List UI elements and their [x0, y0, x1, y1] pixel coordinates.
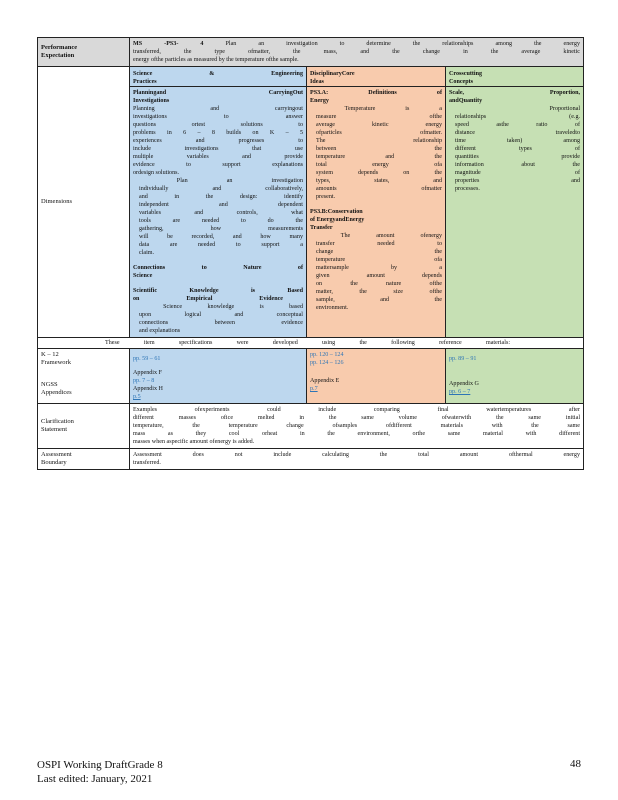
text-line: claim.	[139, 250, 155, 256]
text-line: Temperature is a	[310, 106, 442, 112]
text-line: Proportional	[449, 106, 480, 112]
text-line: tools are needed to do the	[139, 218, 303, 224]
text-line: magnitude of	[455, 170, 581, 176]
text-line: matter, the size ofthe	[316, 289, 442, 295]
text-line: and explanations	[139, 328, 181, 334]
assessment-label: Assessment Boundary	[38, 449, 130, 470]
text-line: present.	[316, 194, 336, 200]
text-line: amounts ofmatter	[316, 186, 442, 192]
text-line: mass as they cool orheat in the environment, orthe same material with different	[133, 431, 581, 437]
reference-materials-row	[38, 338, 584, 349]
performance-expectation-label: Performance Expectation	[38, 38, 130, 67]
text-line: independent and dependent	[139, 202, 303, 208]
dci-references: pp. 120 – 124 pp. 124 – 126 Appendix E p.7	[307, 349, 446, 404]
text-line: information about the	[455, 162, 581, 168]
cc-references: pp. 89 – 91 Appendix G pp. 6 – 7	[446, 349, 584, 404]
text-line: temperature, the temperature change ofsamples ofdifferent materials with the same	[133, 423, 581, 429]
dci-framework-pages-link-1[interactable]: pp. 120 – 124	[310, 352, 344, 358]
sep-heading: Science & Engineering	[133, 71, 303, 77]
text-line: ofparticles ofmatter.	[316, 130, 442, 136]
text-line: quantities provide	[455, 154, 581, 160]
text-line: temperature ofa	[316, 257, 442, 263]
sep-text	[133, 105, 303, 177]
dci-appendix-e-page-link[interactable]: p.7	[310, 386, 318, 392]
dci-heading: DisciplinaryCore	[310, 71, 355, 77]
text-line: investigations to answer	[133, 114, 303, 120]
clarification-label: Clarification Statement	[38, 404, 130, 449]
footer	[37, 758, 163, 786]
text-line: measure ofthe	[316, 114, 442, 120]
ps3a-heading: PS3.A: Definitions of	[310, 90, 442, 96]
footer-draft-label: OSPI Working DraftGrade 8	[37, 759, 163, 771]
text-line: multiple variables and provide	[133, 154, 303, 160]
ps3b-heading: PS3.B:Conservation	[310, 209, 363, 215]
text-line: Planning and carryingout	[133, 106, 303, 112]
ps3b-text	[310, 232, 442, 312]
scientific-knowledge-text	[133, 303, 303, 335]
clarification-statement-text	[130, 404, 584, 449]
dci-framework-pages-link-2[interactable]: pp. 124 – 126	[310, 360, 344, 366]
performance-expectation-row	[38, 38, 584, 67]
text-line: given amount depends	[316, 273, 442, 279]
sep-subheading: Planningand CarryingOut	[133, 90, 303, 96]
sep-bullet-text	[133, 177, 303, 257]
text-line: individually and collaboratively,	[139, 186, 303, 192]
text-line: include investigations that use	[133, 146, 303, 152]
text-line: Examples ofexperiments could include comparing final watertemperatures after	[133, 407, 581, 413]
text-line: The amount ofenergy	[310, 233, 442, 239]
text-line: and in the design: identify	[139, 194, 303, 200]
text-line: processes.	[455, 186, 480, 192]
text-line: variables and controls, what	[139, 210, 303, 216]
cc-heading: Crosscutting	[449, 71, 483, 77]
text-line: different types of	[455, 146, 581, 152]
text-line: will be recorded, and how many	[139, 234, 303, 240]
text-line: temperature and the	[316, 154, 442, 160]
text-line: data are needed to support a	[139, 242, 303, 248]
page-number: 48	[570, 758, 581, 770]
text-line: distance traveledto	[455, 130, 581, 136]
text-line: ordesign solutions.	[133, 170, 180, 176]
clarification-row	[38, 404, 584, 449]
text-line: questions ortest solutions to	[133, 122, 303, 128]
connections-heading: Connections to Nature of	[133, 265, 303, 271]
text-line: time taken) among	[455, 138, 581, 144]
dimensions-label: Dimensions	[38, 67, 130, 338]
text-line: experiences and progresses to	[133, 138, 303, 144]
references-label: K – 12 Framework NGSS Appendices	[38, 349, 130, 404]
text-line: gathering, how measurements	[139, 226, 303, 232]
sep-framework-pages-link[interactable]: pp. 59 – 61	[133, 356, 161, 362]
sep-appendix-f-pages-link[interactable]: pp. 7 – 8	[133, 378, 155, 384]
dci-column: DisciplinaryCore Ideas PS3.A: Definitions of Energy Temperature is a measure ofthe average kinetic energy ofparticles ofmatter. The relationship between the temperature and the total energy ofa system depends on the types, states, and amounts ofmatter present. PS3.B:Conservation of EnergyandEnergy Transfer The amount ofenergy transfer needed to change the temperature ofa mattersample by a given amount depends on the nature ofthe matter, the size ofthe sample, and the environment.	[307, 67, 446, 338]
sep-references: pp. 59 – 61 Appendix F pp. 7 – 8 Appendix H p.5	[130, 349, 307, 404]
text-line: masses when aspecific amount ofenergy is added.	[133, 439, 255, 445]
cc-framework-pages-link[interactable]: pp. 89 – 91	[449, 356, 477, 362]
text-line: environment.	[316, 305, 349, 311]
text-line: relationships (e.g.	[455, 114, 581, 120]
text-line: average kinetic energy	[316, 122, 442, 128]
scale-proportion-heading: Scale, Proportion,	[449, 90, 581, 96]
text-line: types, states, and	[316, 178, 442, 184]
sep-appendix-h-page-link[interactable]: p.5	[133, 394, 141, 400]
references-row	[38, 349, 584, 404]
ps3a-text	[310, 105, 442, 201]
footer-last-edited: Last edited: January, 2021	[37, 773, 153, 785]
text-line: sample, and the	[316, 297, 442, 303]
text-line: The relationship	[316, 138, 442, 144]
text-line: different masses ofice melted in the same volume ofwaterwith the same initial	[133, 415, 581, 421]
text-line: total energy ofa	[316, 162, 442, 168]
text-line: change the	[316, 249, 442, 255]
text-line: upon logical and conceptual	[139, 312, 303, 318]
text-line: mattersample by a	[316, 265, 442, 271]
cc-column: Crosscutting Concepts Scale, Proportion, andQuantity Proportional relationships (e.g. speed asthe ratio of distance traveledto time taken) among different types of quantities provide information about the magnitude of properties and processes.	[446, 67, 584, 338]
item-specification-table	[37, 37, 584, 470]
text-line: Science knowledge is based	[133, 304, 303, 310]
text-line: between the	[316, 146, 442, 152]
text-line: system depends on the	[316, 170, 442, 176]
assessment-row	[38, 449, 584, 470]
text-line: speed asthe ratio of	[455, 122, 581, 128]
sep-column: Science & Engineering Practices Planningand CarryingOut Investigations Planning and carryingout investigations to answer questions ortest solutions to problems in 6 – 8 builds on K – 5 experiences and progresses to include investigations that use multiple variables and provide evidence to support explanations ordesign solutions. Plan an investigation individually and collaboratively, and in the design: identify independent and dependent variables and controls, what tools are needed to do the gathering, how measurements will be recorded, and how many data are needed to support a claim. Connections to Nature of Science Scientific Knowledge is Based on Empirical Evidence Science knowledge is based upon logical and conceptual connections between evidence and explanations	[130, 67, 307, 338]
text-line: Plan an investigation	[133, 178, 303, 184]
pe-code: MS -PS3- 4	[133, 41, 204, 47]
text-line: evidence to support explanations	[133, 162, 303, 168]
text-line: problems in 6 – 8 builds on K – 5	[133, 130, 303, 136]
assessment-boundary-text: Assessment does not include calculating the total amount ofthermal energy transferred.	[130, 449, 584, 470]
text-line: transfer needed to	[316, 241, 442, 247]
text-line: on the nature ofthe	[316, 281, 442, 287]
reference-materials-note: These item specifications were developed using the following reference materials:	[105, 340, 511, 346]
dimensions-row	[38, 67, 584, 338]
cc-appendix-g-pages-link[interactable]: pp. 6 – 7	[449, 389, 471, 395]
scientific-knowledge-heading: Scientific Knowledge is Based	[133, 288, 303, 294]
performance-expectation-text: MS -PS3- 4 Plan an investigation to determine the relationships among the energy transferred, the type ofmatter, the mass, and the change in the average kinetic energy ofthe particles as measured by the temperature ofthe sample.	[130, 38, 584, 67]
text-line: properties and	[455, 178, 581, 184]
text-line: connections between evidence	[139, 320, 303, 326]
cc-text	[449, 105, 580, 193]
